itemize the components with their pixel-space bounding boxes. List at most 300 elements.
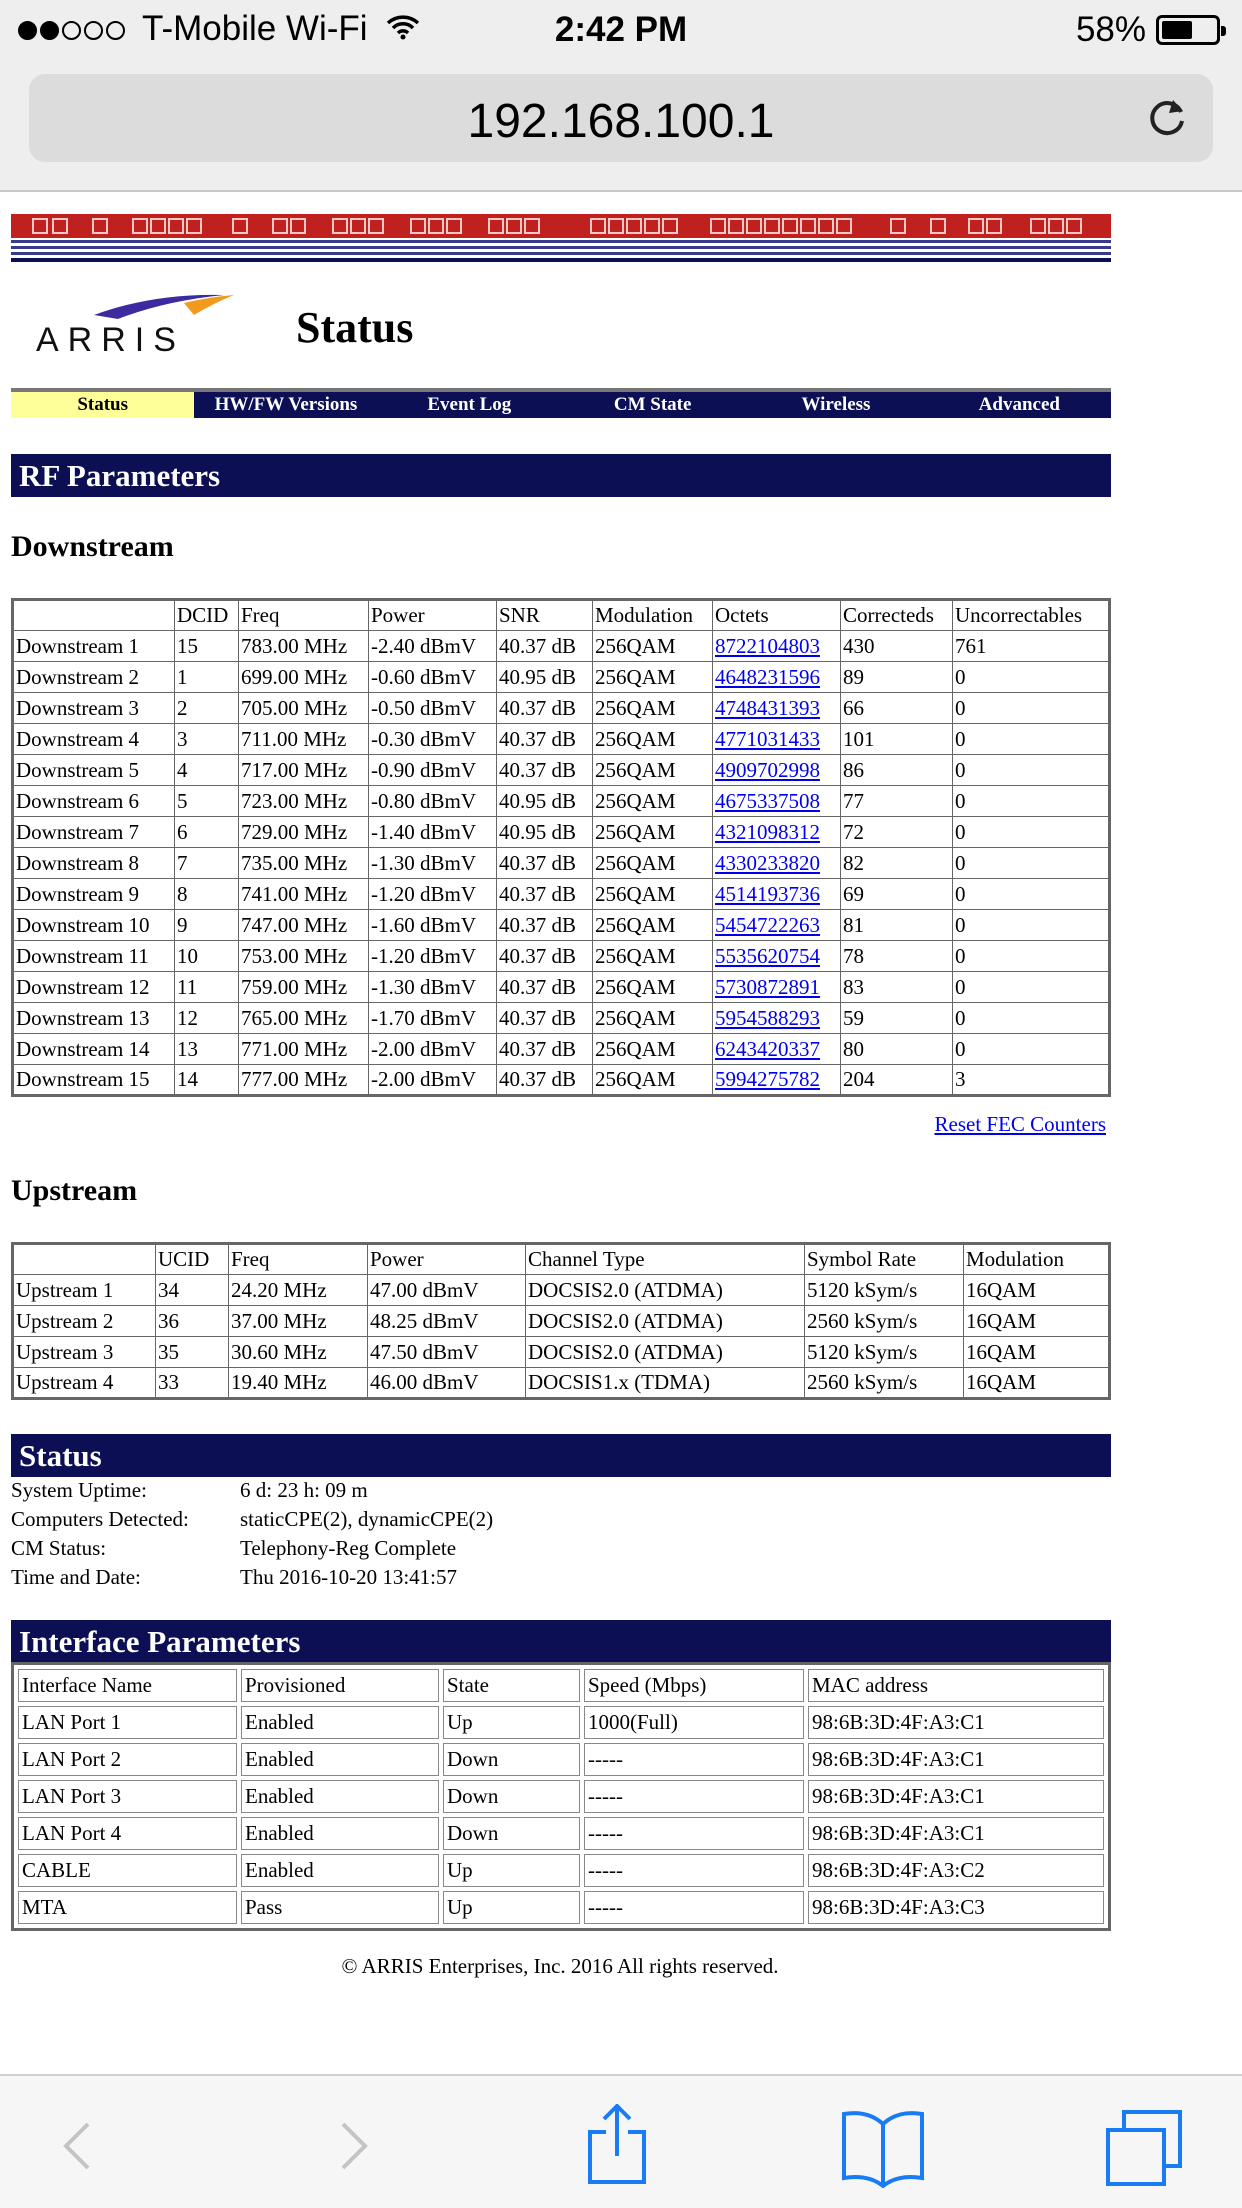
column-header: Modulation xyxy=(593,600,713,631)
column-header: Channel Type xyxy=(526,1244,805,1275)
table-cell: 48.25 dBmV xyxy=(368,1306,526,1337)
table-cell: 0 xyxy=(953,879,1110,910)
status-info xyxy=(11,1478,493,1594)
downstream-row xyxy=(13,1034,1110,1065)
table-cell: Down xyxy=(443,1743,580,1776)
table-cell: Upstream 1 xyxy=(13,1275,156,1306)
table-cell: 83 xyxy=(841,972,953,1003)
status-label: System Uptime: xyxy=(11,1478,147,1502)
table-cell: 40.95 dB xyxy=(497,786,593,817)
table-cell: 72 xyxy=(841,817,953,848)
table-cell: 40.37 dB xyxy=(497,724,593,755)
octets-link[interactable]: 5954588293 xyxy=(715,1005,820,1030)
table-cell: Enabled xyxy=(241,1706,439,1739)
table-cell: 80 xyxy=(841,1034,953,1065)
table-cell: 747.00 MHz xyxy=(239,910,369,941)
table-cell: 30.60 MHz xyxy=(229,1337,368,1368)
table-cell: 256QAM xyxy=(593,786,713,817)
downstream-row xyxy=(13,662,1110,693)
table-cell: 40.37 dB xyxy=(497,941,593,972)
table-cell: Downstream 6 xyxy=(13,786,175,817)
table-cell: 256QAM xyxy=(593,693,713,724)
table-cell: 0 xyxy=(953,1034,1110,1065)
table-cell: 101 xyxy=(841,724,953,755)
interface-row xyxy=(18,1743,1104,1776)
table-cell: -1.20 dBmV xyxy=(369,879,497,910)
table-cell xyxy=(713,879,841,910)
table-cell: 256QAM xyxy=(593,972,713,1003)
column-header: Freq xyxy=(229,1244,368,1275)
interface-row xyxy=(18,1891,1104,1924)
table-cell: LAN Port 4 xyxy=(18,1817,237,1850)
bookmarks-icon[interactable] xyxy=(838,2104,928,2188)
table-cell: -2.00 dBmV xyxy=(369,1034,497,1065)
reload-icon[interactable] xyxy=(1145,94,1191,140)
table-cell: Downstream 8 xyxy=(13,848,175,879)
octets-link[interactable]: 6243420337 xyxy=(715,1036,820,1061)
arris-logo xyxy=(34,289,246,359)
table-cell: 256QAM xyxy=(593,817,713,848)
table-cell: 10 xyxy=(175,941,239,972)
column-header: Correcteds xyxy=(841,600,953,631)
table-cell: ----- xyxy=(584,1891,804,1924)
tab-hw-fw-versions[interactable]: HW/FW Versions xyxy=(214,394,358,415)
share-icon[interactable] xyxy=(572,2104,662,2188)
table-cell: MTA xyxy=(18,1891,237,1924)
octets-link[interactable]: 4675337508 xyxy=(715,788,820,813)
battery-percent: 58% xyxy=(1075,10,1146,49)
table-cell xyxy=(713,817,841,848)
downstream-row xyxy=(13,1065,1110,1096)
table-cell: 711.00 MHz xyxy=(239,724,369,755)
table-cell: ----- xyxy=(584,1817,804,1850)
table-cell: -1.60 dBmV xyxy=(369,910,497,941)
octets-link[interactable]: 4321098312 xyxy=(715,819,820,844)
table-cell: 47.00 dBmV xyxy=(368,1275,526,1306)
table-cell: Downstream 11 xyxy=(13,941,175,972)
octets-link[interactable]: 5994275782 xyxy=(715,1067,820,1091)
status-row xyxy=(11,1536,493,1565)
status-label: CM Status: xyxy=(11,1536,107,1560)
column-header: Symbol Rate xyxy=(805,1244,964,1275)
column-header: Octets xyxy=(713,600,841,631)
table-cell: 98:6B:3D:4F:A3:C1 xyxy=(808,1706,1104,1739)
table-cell xyxy=(713,848,841,879)
table-cell: 430 xyxy=(841,631,953,662)
table-cell: -1.40 dBmV xyxy=(369,817,497,848)
table-cell: 0 xyxy=(953,662,1110,693)
status-value: Thu 2016-10-20 13:41:57 xyxy=(240,1565,457,1589)
table-cell xyxy=(713,1065,841,1096)
ios-status-bar xyxy=(0,0,1242,60)
table-cell xyxy=(713,910,841,941)
forward-chevron-icon[interactable] xyxy=(308,2104,398,2188)
tab-advanced[interactable]: Advanced xyxy=(978,394,1060,415)
table-cell: 47.50 dBmV xyxy=(368,1337,526,1368)
url-text[interactable]: 192.168.100.1 xyxy=(467,95,775,148)
table-cell: Enabled xyxy=(241,1817,439,1850)
table-cell: Up xyxy=(443,1891,580,1924)
table-cell: 40.95 dB xyxy=(497,817,593,848)
table-cell: Pass xyxy=(241,1891,439,1924)
octets-link[interactable]: 8722104803 xyxy=(715,633,820,658)
status-label: Time and Date: xyxy=(11,1565,141,1589)
table-header-row xyxy=(13,600,1110,631)
table-cell: 256QAM xyxy=(593,1065,713,1096)
downstream-row xyxy=(13,848,1110,879)
downstream-table xyxy=(11,598,1111,1097)
column-header: Uncorrectables xyxy=(953,600,1110,631)
table-cell: 777.00 MHz xyxy=(239,1065,369,1096)
table-cell: Downstream 4 xyxy=(13,724,175,755)
table-cell: 11 xyxy=(175,972,239,1003)
table-cell: 15 xyxy=(175,631,239,662)
table-cell xyxy=(713,786,841,817)
table-cell: -1.20 dBmV xyxy=(369,941,497,972)
downstream-row xyxy=(13,724,1110,755)
table-cell: 40.37 dB xyxy=(497,1065,593,1096)
table-cell: 40.37 dB xyxy=(497,910,593,941)
table-cell: Down xyxy=(443,1780,580,1813)
table-cell: DOCSIS2.0 (ATDMA) xyxy=(526,1337,805,1368)
table-cell: -2.40 dBmV xyxy=(369,631,497,662)
table-cell: 98:6B:3D:4F:A3:C1 xyxy=(808,1780,1104,1813)
table-cell: Downstream 7 xyxy=(13,817,175,848)
table-cell: 1000(Full) xyxy=(584,1706,804,1739)
table-cell: 256QAM xyxy=(593,848,713,879)
table-cell: 40.37 dB xyxy=(497,1034,593,1065)
battery-area xyxy=(1076,10,1220,50)
table-cell: 37.00 MHz xyxy=(229,1306,368,1337)
table-cell: Down xyxy=(443,1817,580,1850)
column-header: Freq xyxy=(239,600,369,631)
interface-table xyxy=(11,1662,1111,1931)
table-cell: 40.37 dB xyxy=(497,972,593,1003)
table-cell: -1.30 dBmV xyxy=(369,848,497,879)
table-cell: 759.00 MHz xyxy=(239,972,369,1003)
status-row xyxy=(11,1507,493,1536)
downstream-row xyxy=(13,631,1110,662)
downstream-row xyxy=(13,972,1110,1003)
table-cell: 7 xyxy=(175,848,239,879)
table-cell: ----- xyxy=(584,1780,804,1813)
status-value: Telephony-Reg Complete xyxy=(240,1536,457,1560)
table-cell: 735.00 MHz xyxy=(239,848,369,879)
table-cell xyxy=(713,662,841,693)
table-cell xyxy=(713,972,841,1003)
column-header: Provisioned xyxy=(241,1669,439,1702)
upstream-table xyxy=(11,1242,1111,1400)
table-cell: Upstream 2 xyxy=(13,1306,156,1337)
table-cell: 0 xyxy=(953,724,1110,755)
table-header-row xyxy=(18,1669,1104,1702)
table-cell: 2560 kSym/s xyxy=(805,1306,964,1337)
table-cell: 40.95 dB xyxy=(497,662,593,693)
downstream-row xyxy=(13,1003,1110,1034)
table-cell: 8 xyxy=(175,879,239,910)
table-cell: Enabled xyxy=(241,1854,439,1887)
downstream-row xyxy=(13,817,1110,848)
tabs-icon[interactable] xyxy=(1102,2104,1192,2188)
table-cell: 256QAM xyxy=(593,662,713,693)
table-cell: 98:6B:3D:4F:A3:C1 xyxy=(808,1743,1104,1776)
table-cell: 98:6B:3D:4F:A3:C2 xyxy=(808,1854,1104,1887)
upstream-row xyxy=(13,1337,1110,1368)
table-cell: 2560 kSym/s xyxy=(805,1368,964,1399)
interface-row xyxy=(18,1854,1104,1887)
table-cell: 40.37 dB xyxy=(497,848,593,879)
table-cell: 5120 kSym/s xyxy=(805,1275,964,1306)
table-cell: 0 xyxy=(953,755,1110,786)
table-cell: 40.37 dB xyxy=(497,693,593,724)
downstream-heading: Downstream xyxy=(11,530,174,563)
column-header xyxy=(13,600,175,631)
table-cell: 0 xyxy=(953,786,1110,817)
upstream-row xyxy=(13,1306,1110,1337)
tab-cm-state[interactable]: CM State xyxy=(613,394,692,415)
table-cell: 77 xyxy=(841,786,953,817)
table-cell: 256QAM xyxy=(593,941,713,972)
tab-event-log[interactable]: Event Log xyxy=(427,394,512,415)
table-cell: 78 xyxy=(841,941,953,972)
table-cell xyxy=(713,1003,841,1034)
table-cell: Downstream 10 xyxy=(13,910,175,941)
carrier-name: T-Mobile Wi-Fi xyxy=(142,9,368,48)
table-cell xyxy=(713,755,841,786)
table-cell: 741.00 MHz xyxy=(239,879,369,910)
table-cell: 204 xyxy=(841,1065,953,1096)
page-title: Status xyxy=(296,303,414,352)
table-cell: 256QAM xyxy=(593,724,713,755)
table-cell: 16QAM xyxy=(964,1337,1110,1368)
table-cell: 0 xyxy=(953,910,1110,941)
table-cell: 98:6B:3D:4F:A3:C3 xyxy=(808,1891,1104,1924)
status-value: 6 d: 23 h: 09 m xyxy=(240,1478,368,1502)
table-cell: Upstream 4 xyxy=(13,1368,156,1399)
table-cell: 36 xyxy=(156,1306,229,1337)
table-cell: 3 xyxy=(175,724,239,755)
table-cell: 34 xyxy=(156,1275,229,1306)
table-cell: 40.37 dB xyxy=(497,879,593,910)
table-cell: 256QAM xyxy=(593,1003,713,1034)
reset-fec-counters-link[interactable]: Reset FEC Counters xyxy=(934,1112,1106,1136)
status-row xyxy=(11,1565,493,1594)
interface-row xyxy=(18,1780,1104,1813)
table-cell: Downstream 5 xyxy=(13,755,175,786)
table-cell: Up xyxy=(443,1854,580,1887)
table-cell: 729.00 MHz xyxy=(239,817,369,848)
table-cell xyxy=(713,1034,841,1065)
octets-link[interactable]: 5730872891 xyxy=(715,974,820,999)
octets-link[interactable]: 4330233820 xyxy=(715,850,820,875)
octets-link[interactable]: 4514193736 xyxy=(715,881,820,906)
table-cell: 705.00 MHz xyxy=(239,693,369,724)
table-cell: 723.00 MHz xyxy=(239,786,369,817)
column-header: Power xyxy=(369,600,497,631)
column-header: Modulation xyxy=(964,1244,1110,1275)
svg-text:ARRIS: ARRIS xyxy=(36,321,185,359)
table-cell: 16QAM xyxy=(964,1368,1110,1399)
table-cell: 89 xyxy=(841,662,953,693)
status-value: staticCPE(2), dynamicCPE(2) xyxy=(240,1507,494,1531)
column-header: UCID xyxy=(156,1244,229,1275)
table-cell: 13 xyxy=(175,1034,239,1065)
octets-link[interactable]: 5535620754 xyxy=(715,943,820,968)
table-cell: LAN Port 1 xyxy=(18,1706,237,1739)
table-cell: 1 xyxy=(175,662,239,693)
browser-toolbar xyxy=(0,2074,1242,2208)
table-cell: 81 xyxy=(841,910,953,941)
table-cell: 12 xyxy=(175,1003,239,1034)
downstream-row xyxy=(13,755,1110,786)
column-header: Power xyxy=(368,1244,526,1275)
table-cell: 3 xyxy=(953,1065,1110,1096)
table-cell: 256QAM xyxy=(593,631,713,662)
downstream-row xyxy=(13,786,1110,817)
table-cell: 0 xyxy=(953,972,1110,1003)
upstream-heading: Upstream xyxy=(11,1174,138,1207)
table-cell: -2.00 dBmV xyxy=(369,1065,497,1096)
octets-link[interactable]: 4748431393 xyxy=(715,695,820,720)
table-cell: Enabled xyxy=(241,1780,439,1813)
table-cell: 771.00 MHz xyxy=(239,1034,369,1065)
table-cell: 256QAM xyxy=(593,755,713,786)
table-cell: -0.90 dBmV xyxy=(369,755,497,786)
table-cell: -0.60 dBmV xyxy=(369,662,497,693)
table-cell: -0.50 dBmV xyxy=(369,693,497,724)
table-cell: 46.00 dBmV xyxy=(368,1368,526,1399)
interface-row xyxy=(18,1817,1104,1850)
table-cell: DOCSIS2.0 (ATDMA) xyxy=(526,1275,805,1306)
column-header: State xyxy=(443,1669,580,1702)
octets-link[interactable]: 4648231596 xyxy=(715,664,820,689)
table-cell: Enabled xyxy=(241,1743,439,1776)
downstream-row xyxy=(13,879,1110,910)
table-header-row xyxy=(13,1244,1110,1275)
table-cell: 14 xyxy=(175,1065,239,1096)
table-cell: LAN Port 2 xyxy=(18,1743,237,1776)
table-cell: 717.00 MHz xyxy=(239,755,369,786)
upstream-row xyxy=(13,1368,1110,1399)
table-cell: 0 xyxy=(953,817,1110,848)
table-cell: 699.00 MHz xyxy=(239,662,369,693)
column-header: Speed (Mbps) xyxy=(584,1669,804,1702)
interface-row xyxy=(18,1706,1104,1739)
table-cell: 0 xyxy=(953,941,1110,972)
table-cell: 98:6B:3D:4F:A3:C1 xyxy=(808,1817,1104,1850)
table-cell xyxy=(713,693,841,724)
downstream-row xyxy=(13,910,1110,941)
table-cell: 761 xyxy=(953,631,1110,662)
status-row xyxy=(11,1478,493,1507)
rf-parameters-heading: RF Parameters xyxy=(11,454,1111,497)
downstream-row xyxy=(13,693,1110,724)
tab-status[interactable]: Status xyxy=(11,392,194,418)
table-cell: 4 xyxy=(175,755,239,786)
column-header: DCID xyxy=(175,600,239,631)
table-cell: 256QAM xyxy=(593,879,713,910)
copyright: © ARRIS Enterprises, Inc. 2016 All rights reserved. xyxy=(341,1954,779,1978)
table-cell: ----- xyxy=(584,1854,804,1887)
table-cell: 59 xyxy=(841,1003,953,1034)
table-cell xyxy=(713,941,841,972)
table-cell: 5120 kSym/s xyxy=(805,1337,964,1368)
table-cell: Downstream 14 xyxy=(13,1034,175,1065)
table-cell: DOCSIS2.0 (ATDMA) xyxy=(526,1306,805,1337)
column-header: Interface Name xyxy=(18,1669,237,1702)
table-cell: 0 xyxy=(953,1003,1110,1034)
table-cell: Downstream 15 xyxy=(13,1065,175,1096)
table-cell: 40.37 dB xyxy=(497,1003,593,1034)
table-cell: 6 xyxy=(175,817,239,848)
status-heading: Status xyxy=(11,1434,1111,1477)
table-cell: 86 xyxy=(841,755,953,786)
table-cell: -0.80 dBmV xyxy=(369,786,497,817)
table-cell: 24.20 MHz xyxy=(229,1275,368,1306)
table-cell: ----- xyxy=(584,1743,804,1776)
table-cell: 33 xyxy=(156,1368,229,1399)
table-cell: Downstream 2 xyxy=(13,662,175,693)
table-cell: 16QAM xyxy=(964,1275,1110,1306)
table-cell: Downstream 13 xyxy=(13,1003,175,1034)
table-cell: Upstream 3 xyxy=(13,1337,156,1368)
browser-address-area xyxy=(0,60,1242,192)
table-cell: 9 xyxy=(175,910,239,941)
table-cell: 2 xyxy=(175,693,239,724)
battery-icon xyxy=(1156,15,1220,45)
table-cell: 0 xyxy=(953,693,1110,724)
tab-wireless[interactable]: Wireless xyxy=(801,394,871,415)
table-cell xyxy=(713,631,841,662)
table-cell: 40.37 dB xyxy=(497,631,593,662)
table-cell: 753.00 MHz xyxy=(239,941,369,972)
table-cell: 0 xyxy=(953,848,1110,879)
column-header: SNR xyxy=(497,600,593,631)
table-cell: 5 xyxy=(175,786,239,817)
table-cell: Downstream 12 xyxy=(13,972,175,1003)
table-cell: 256QAM xyxy=(593,910,713,941)
table-cell xyxy=(713,724,841,755)
table-cell: 765.00 MHz xyxy=(239,1003,369,1034)
table-cell: 35 xyxy=(156,1337,229,1368)
table-cell: -1.70 dBmV xyxy=(369,1003,497,1034)
table-cell: Up xyxy=(443,1706,580,1739)
table-cell: 40.37 dB xyxy=(497,755,593,786)
table-cell: Downstream 3 xyxy=(13,693,175,724)
downstream-row xyxy=(13,941,1110,972)
table-cell: 16QAM xyxy=(964,1306,1110,1337)
status-label: Computers Detected: xyxy=(11,1507,189,1531)
table-cell: 69 xyxy=(841,879,953,910)
table-cell: Downstream 1 xyxy=(13,631,175,662)
column-header: MAC address xyxy=(808,1669,1104,1702)
octets-link[interactable]: 5454722263 xyxy=(715,912,820,937)
address-bar[interactable] xyxy=(29,74,1213,162)
table-cell: -0.30 dBmV xyxy=(369,724,497,755)
octets-link[interactable]: 4909702998 xyxy=(715,757,820,782)
table-cell: Downstream 9 xyxy=(13,879,175,910)
table-cell: 82 xyxy=(841,848,953,879)
octets-link[interactable]: 4771031433 xyxy=(715,726,820,751)
table-cell: 783.00 MHz xyxy=(239,631,369,662)
table-cell: CABLE xyxy=(18,1854,237,1887)
table-cell: 19.40 MHz xyxy=(229,1368,368,1399)
table-cell: DOCSIS1.x (TDMA) xyxy=(526,1368,805,1399)
back-chevron-icon[interactable] xyxy=(33,2104,123,2188)
clock: 2:42 PM xyxy=(554,10,688,49)
main-nav-tabs xyxy=(11,388,1111,418)
table-cell: 256QAM xyxy=(593,1034,713,1065)
